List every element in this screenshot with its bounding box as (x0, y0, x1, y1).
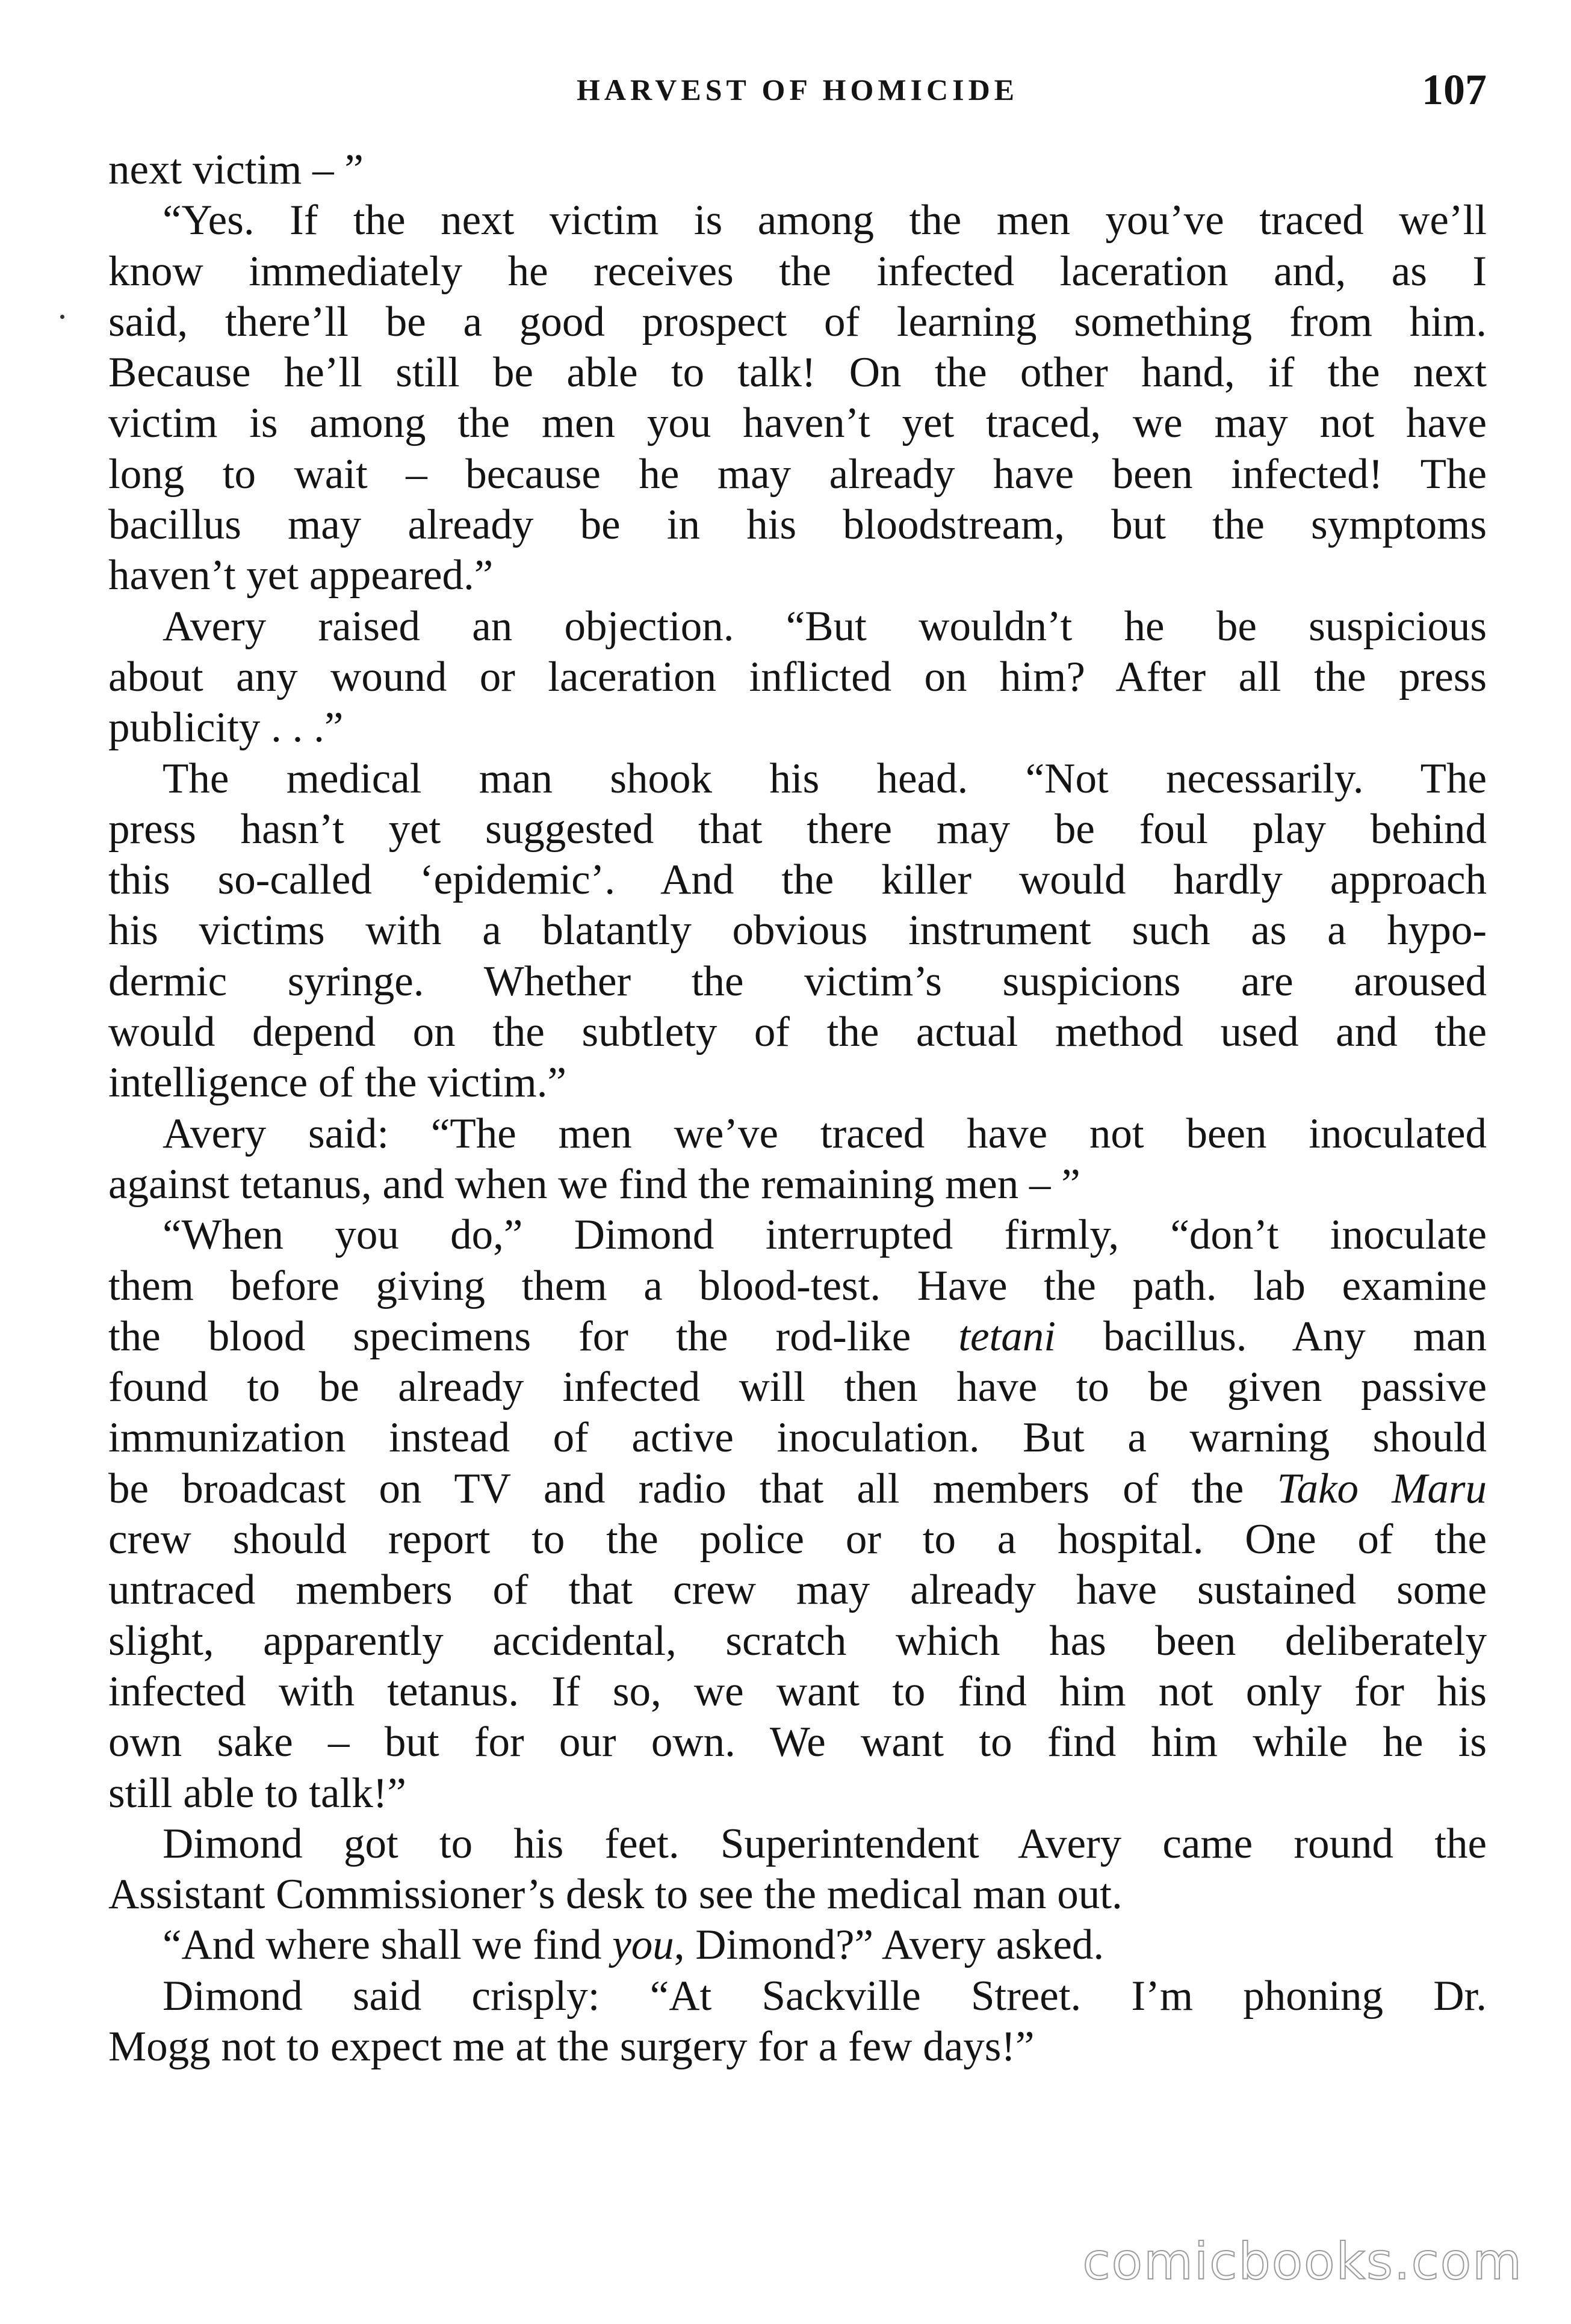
text-line: found to be already infected will then have to be given passive (108, 1364, 1487, 1411)
text-line: them before giving them a blood-test. Have the path. lab examine (108, 1262, 1487, 1309)
text-line: press hasn’t yet suggested that there may be foul play behind (108, 805, 1487, 853)
text-line: untraced members of that crew may already have sustained some (108, 1566, 1487, 1614)
text-line: Dimond got to his feet. Superintendent Avery came round the (163, 1820, 1487, 1867)
text-line: long to wait – because he may already have been infected! The (108, 450, 1487, 498)
text-line: Assistant Commissioner’s desk to see the medical man out. (108, 1871, 1123, 1918)
page-number: 107 (1422, 66, 1487, 114)
text-line: infected with tetanus. If so, we want to find him not only for his (108, 1667, 1487, 1715)
text-line: “When you do,” Dimond interrupted firmly, “don’t inoculate (163, 1211, 1487, 1259)
text-line: “And where shall we find you, Dimond?” Avery asked. (163, 1921, 1105, 1969)
text-line: Dimond said crisply: “At Sackville Street. I’m phoning Dr. (163, 1972, 1487, 2020)
text-line: still able to talk!” (108, 1769, 406, 1817)
text-line: dermic syringe. Whether the victim’s suspicions are aroused (108, 957, 1487, 1005)
text-line: Avery raised an objection. “But wouldn’t he be suspicious (163, 602, 1487, 650)
text-line: own sake – but for our own. We want to find him while he is (108, 1719, 1487, 1766)
text-line: slight, apparently accidental, scratch which has been deliberately (108, 1617, 1487, 1664)
text-line: said, there’ll be a good prospect of learning something from him. (108, 298, 1487, 345)
text-line: Because he’ll still be able to talk! On the other hand, if the next (108, 349, 1487, 397)
text-line: publicity . . .” (108, 704, 344, 752)
margin-speck (60, 315, 64, 319)
text-line: the blood specimens for the rod-like tetani bacillus. Any man (108, 1312, 1487, 1360)
running-head (108, 65, 1487, 119)
text-line: crew should report to the police or to a hospital. One of the (108, 1516, 1487, 1563)
body-text (108, 144, 1487, 2072)
text-line: Avery said: “The men we’ve traced have not been inoculated (163, 1110, 1487, 1157)
text-line: would depend on the subtlety of the actual method used and the (108, 1009, 1487, 1056)
text-line: next victim – ” (108, 146, 364, 193)
text-line: intelligence of the victim.” (108, 1059, 566, 1107)
text-line: victim is among the men you haven’t yet traced, we may not have (108, 400, 1487, 447)
text-line: haven’t yet appeared.” (108, 552, 494, 599)
running-title: HARVEST OF HOMICIDE (576, 73, 1019, 107)
text-line: Mogg not to expect me at the surgery for a few days!” (108, 2023, 1035, 2070)
text-line: about any wound or laceration inflicted on him? After all the press (108, 653, 1487, 700)
text-line: “Yes. If the next victim is among the men you’ve traced we’ll (163, 197, 1487, 244)
text-line: The medical man shook his head. “Not necessarily. The (163, 755, 1487, 802)
text-line: this so-called ‘epidemic’. And the killer would hardly approach (108, 856, 1487, 904)
text-line: his victims with a blatantly obvious instrument such as a hypo- (108, 907, 1487, 954)
text-line: against tetanus, and when we find the remaining men – ” (108, 1160, 1080, 1208)
text-line: be broadcast on TV and radio that all members of the Tako Maru (108, 1465, 1487, 1512)
watermark: comicbooks.com (1082, 2232, 1523, 2291)
text-line: know immediately he receives the infected laceration and, as I (108, 247, 1487, 295)
text-line: bacillus may already be in his bloodstream, but the symptoms (108, 501, 1487, 549)
text-line: immunization instead of active inoculation. But a warning should (108, 1414, 1487, 1462)
